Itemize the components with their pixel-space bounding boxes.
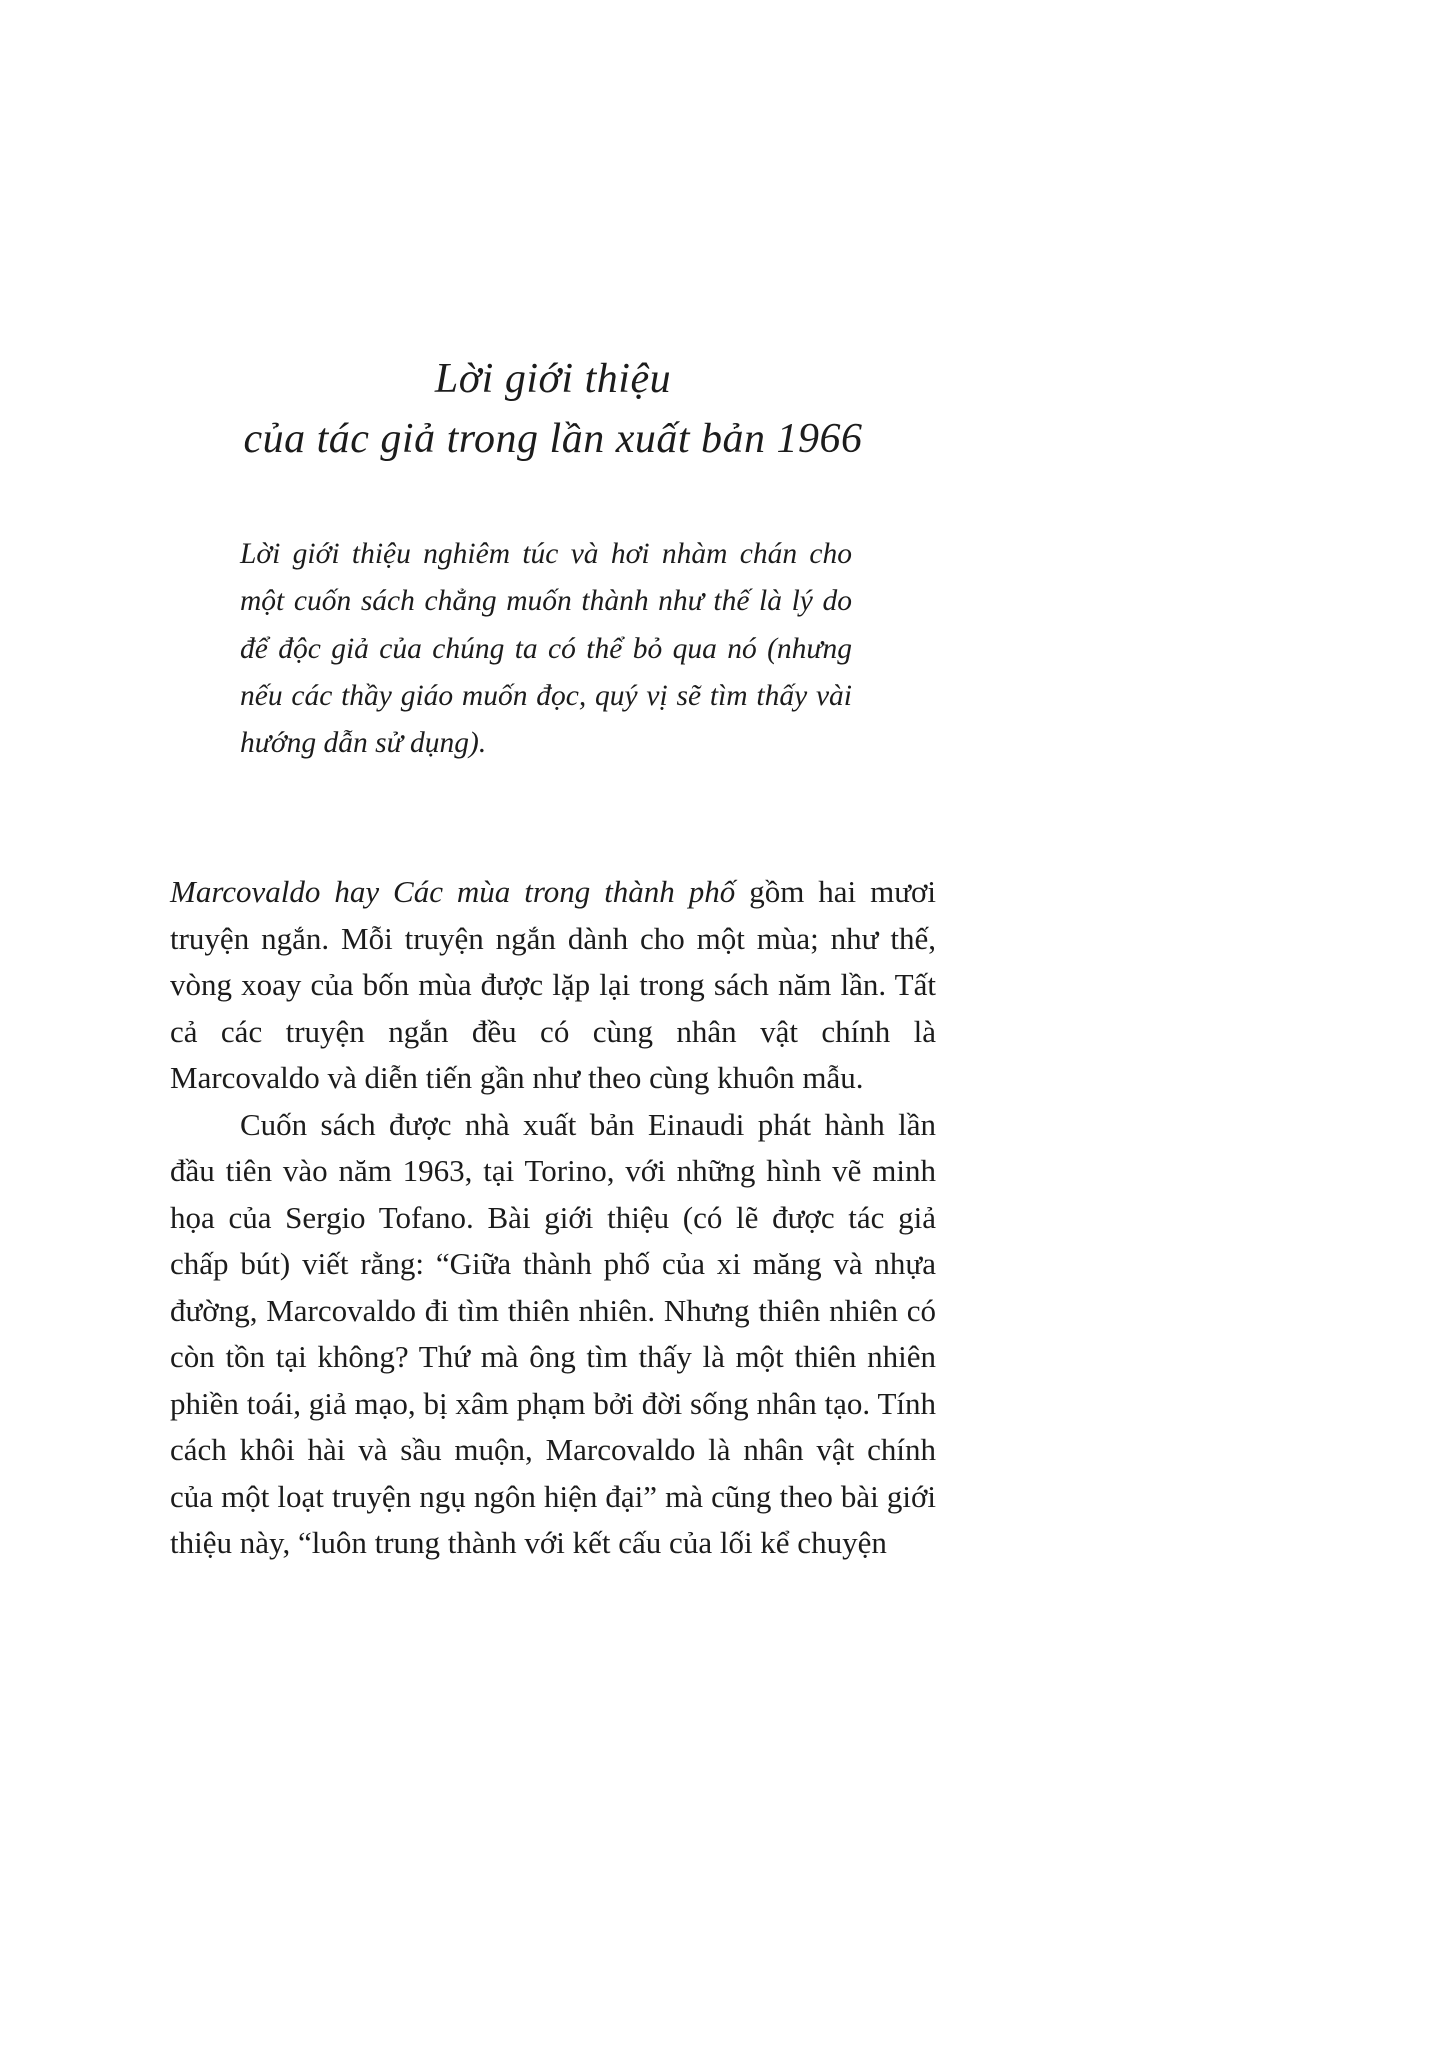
paragraph: Cuốn sách được nhà xuất bản Einaudi phát hành lần đầu tiên vào năm 1963, tại Torino, với những hình vẽ minh họa của Sergio Tofano. Bài giới thiệu (có lẽ được tác giả chấp bút) viết rằng: “Giữa thành phố của xi măng và nhựa đường, Marcovaldo đi tìm thiên nhiên. Nhưng thiên nhiên có còn tồn tại không? Thứ mà ông tìm thấy là một thiên nhiên phiền toái, giả mạo, bị xâm phạm bởi đời sống nhân tạo. Tính cách khôi hài và sầu muộn, Marcovaldo là nhân vật chính của một loạt truyện ngụ ngôn hiện đại” mà cũng theo bài giới thiệu này, “luôn trung thành với kết cấu của lối kể chuyện <box>170 1106 936 1561</box>
epigraph: Lời giới thiệu nghiêm túc và hơi nhàm chán cho một cuốn sách chẳng muốn thành như thế là lý do để độc giả của chúng ta có thể bỏ qua nó (nhưng nếu các thầy giáo muốn đọc, quý vị sẽ tìm thấy vài hướng dẫn sử dụng). <box>240 538 852 759</box>
chapter-title-line2: của tác giả trong lần xuất bản 1966 <box>243 415 863 462</box>
italic-lead: Marcovaldo hay Các mùa trong thành phố <box>170 874 736 910</box>
chapter-title <box>170 350 936 469</box>
body-text <box>170 869 936 1567</box>
paragraph: Marcovaldo hay Các mùa trong thành phố gồm hai mươi truyện ngắn. Mỗi truyện ngắn dành cho một mùa; như thế, vòng xoay của bốn mùa được lặp lại trong sách năm lần. Tất cả các truyện ngắn đều có cùng nhân vật chính là Marcovaldo và diễn tiến gần như theo cùng khuôn mẫu. <box>170 874 937 1096</box>
chapter-title-line1: Lời giới thiệu <box>434 356 672 402</box>
text-column <box>170 350 936 1567</box>
